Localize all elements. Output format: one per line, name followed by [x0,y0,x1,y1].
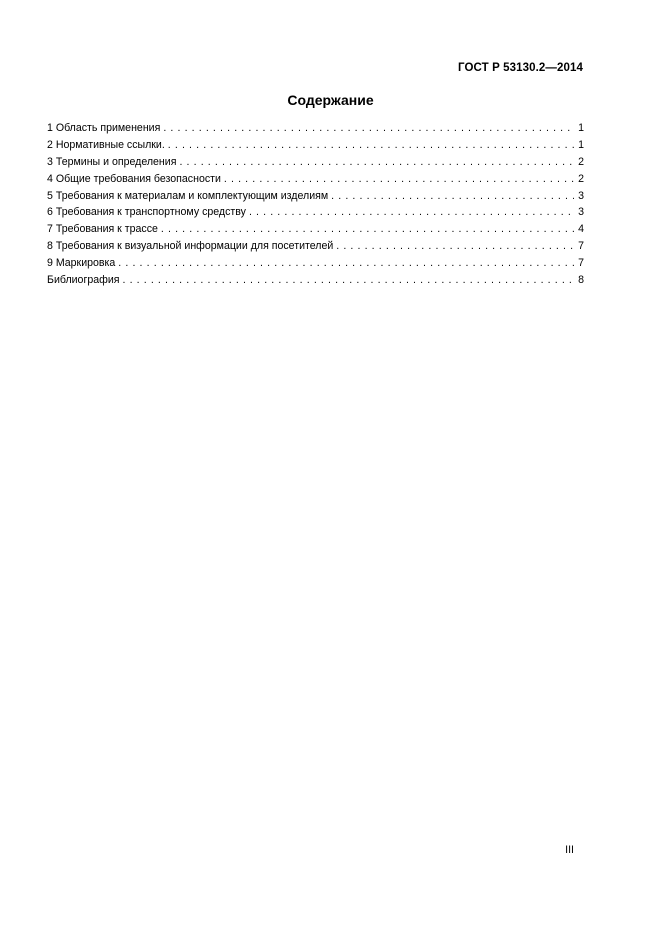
toc-entry-marking[interactable] [47,255,584,272]
toc-entry-page: 7 [578,240,584,253]
dot-leader [163,120,574,137]
toc-entry-page: 1 [578,122,584,134]
toc-entry-track[interactable] [47,221,584,238]
toc-entry-general-safety[interactable] [47,171,584,188]
toc-entry-materials[interactable] [47,188,584,205]
toc-title: Содержание [287,92,374,108]
dot-leader [118,255,574,272]
toc-entry-label: 7 Требования к трассе [47,223,158,236]
toc-entry-scope[interactable] [47,120,584,137]
dot-leader [122,272,574,289]
toc-entry-label: 1 Область применения [47,122,161,134]
toc-entry-page: 3 [578,206,584,219]
toc-entry-page: 8 [578,274,584,287]
toc-entry-bibliography[interactable] [47,272,584,289]
toc-entry-label: 6 Требования к транспортному средству [47,206,246,219]
dot-leader [336,238,574,255]
toc-entry-label: 4 Общие требования безопасности [47,172,221,185]
toc-entry-vehicle[interactable] [47,204,584,221]
toc-entry-terms-definitions[interactable] [47,154,584,171]
page-number: III [565,844,574,856]
toc-entry-page: 3 [578,189,584,202]
toc-entry-visual-info[interactable] [47,238,584,255]
toc-entry-page: 2 [578,155,584,168]
toc-entry-label: 8 Требования к визуальной информации для посетителей [47,240,334,253]
dot-leader [161,221,574,238]
toc-entry-label: 3 Термины и определения [47,155,177,168]
table-of-contents [47,120,584,289]
toc-entry-page: 7 [578,257,584,270]
toc-entry-label: 5 Требования к материалам и комплектующим изделиям [47,189,329,202]
toc-entry-label: Библиография [47,274,120,287]
toc-entry-normative-references[interactable] [47,137,584,154]
document-code-header: ГОСТ Р 53130.2—2014 [458,62,583,74]
toc-entry-label: 2 Нормативные ссылки. [47,138,165,151]
dot-leader [168,137,574,154]
dot-leader [224,171,574,188]
toc-entry-label: 9 Маркировка [47,257,116,270]
toc-entry-page: 2 [578,172,584,185]
dot-leader [331,188,574,205]
dot-leader [249,204,574,221]
dot-leader [179,154,574,171]
toc-entry-page: 4 [578,223,584,236]
toc-entry-page: 1 [578,138,584,151]
